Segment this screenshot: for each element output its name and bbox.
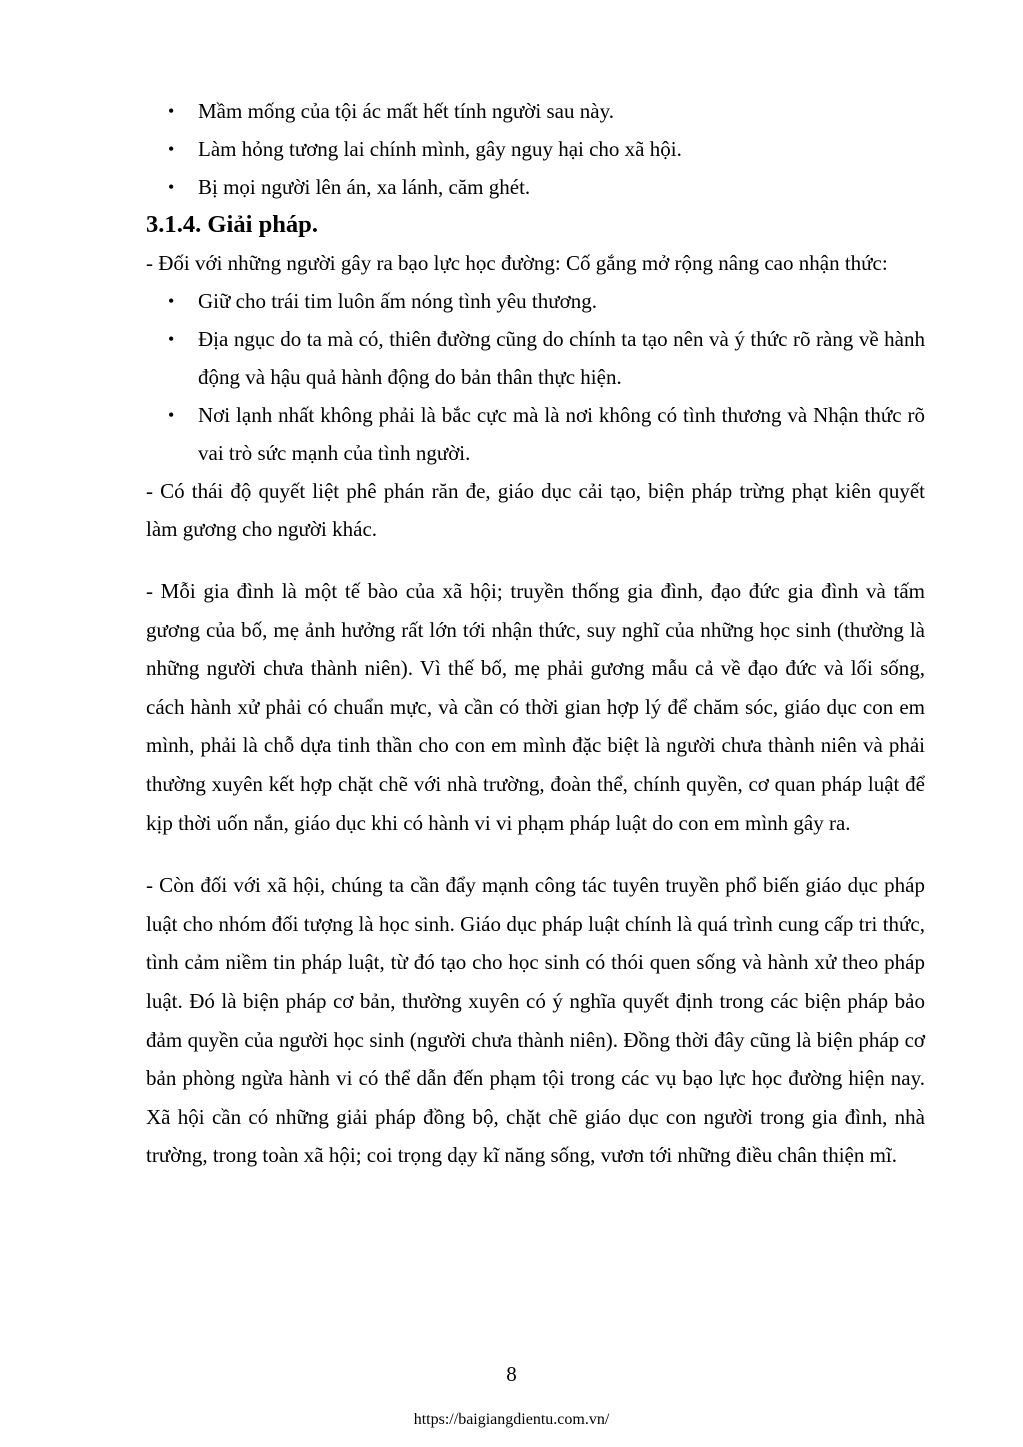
list-item: • Mầm mống của tội ác mất hết tính người sau này. — [146, 92, 925, 130]
family-paragraph: - Mỗi gia đình là một tế bào của xã hội; truyền thống gia đình, đạo đức gia đình và tấm gương của bố, mẹ ảnh hưởng rất lớn tới nhận thức, suy nghĩ của những học sinh (thường là những người chưa thành niên). Vì thế bố, mẹ phải gương mẫu cả về đạo đức và lối sống, cách hành xử phải có chuẩn mực, và cần có thời gian hợp lý để chăm sóc, giáo dục con em mình, phải là chỗ dựa tinh thần cho con em mình đặc biệt là người chưa thành niên và phải thường xuyên kết hợp chặt chẽ với nhà trường, đoàn thể, chính quyền, cơ quan pháp luật để kịp thời uốn nắn, giáo dục khi có hành vi vi phạm pháp luật do con em mình gây ra. — [146, 579, 925, 835]
page-content — [146, 92, 925, 1175]
list-item: • Địa ngục do ta mà có, thiên đường cũng do chính ta tạo nên và ý thức rõ ràng về hành động và hậu quả hành động do bản thân thực hiện. — [146, 320, 925, 396]
footer-url[interactable]: https://baigiangdientu.com.vn/ — [413, 1411, 610, 1428]
consequences-list — [146, 92, 925, 206]
attitude-paragraph: - Có thái độ quyết liệt phê phán răn đe, giáo dục cải tạo, biện pháp trừng phạt kiên quyết làm gương cho người khác. — [146, 479, 925, 541]
society-paragraph: - Còn đối với xã hội, chúng ta cần đẩy mạnh công tác tuyên truyền phổ biến giáo dục pháp luật cho nhóm đối tượng là học sinh. Giáo dục pháp luật chính là quá trình cung cấp tri thức, tình cảm niềm tin pháp luật, từ đó tạo cho học sinh có thói quen sống và hành xử theo pháp luật. Đó là biện pháp cơ bản, thường xuyên có ý nghĩa quyết định trong các biện pháp bảo đảm quyền của người học sinh (người chưa thành niên). Đồng thời đây cũng là biện pháp cơ bản phòng ngừa hành vi có thể dẫn đến phạm tội trong các vụ bạo lực học đường hiện nay. Xã hội cần có những giải pháp đồng bộ, chặt chẽ giáo dục con người trong gia đình, nhà trường, trong toàn xã hội; coi trọng dạy kĩ năng sống, vươn tới những điều chân thiện mĩ. — [146, 873, 925, 1168]
page-number: 8 — [506, 1362, 517, 1386]
awareness-list — [146, 282, 925, 472]
intro-paragraph: - Đối với những người gây ra bạo lực học đường: Cố gắng mở rộng nâng cao nhận thức: — [146, 251, 888, 275]
list-item: • Làm hỏng tương lai chính mình, gây nguy hại cho xã hội. — [146, 130, 925, 168]
list-item: • Giữ cho trái tim luôn ấm nóng tình yêu thương. — [146, 282, 925, 320]
section-heading: 3.1.4. Giải pháp. — [146, 211, 318, 238]
list-item: • Bị mọi người lên án, xa lánh, căm ghét. — [146, 168, 925, 206]
list-item: • Nơi lạnh nhất không phải là bắc cực mà là nơi không có tình thương và Nhận thức rõ vai trò sức mạnh của tình người. — [146, 396, 925, 472]
